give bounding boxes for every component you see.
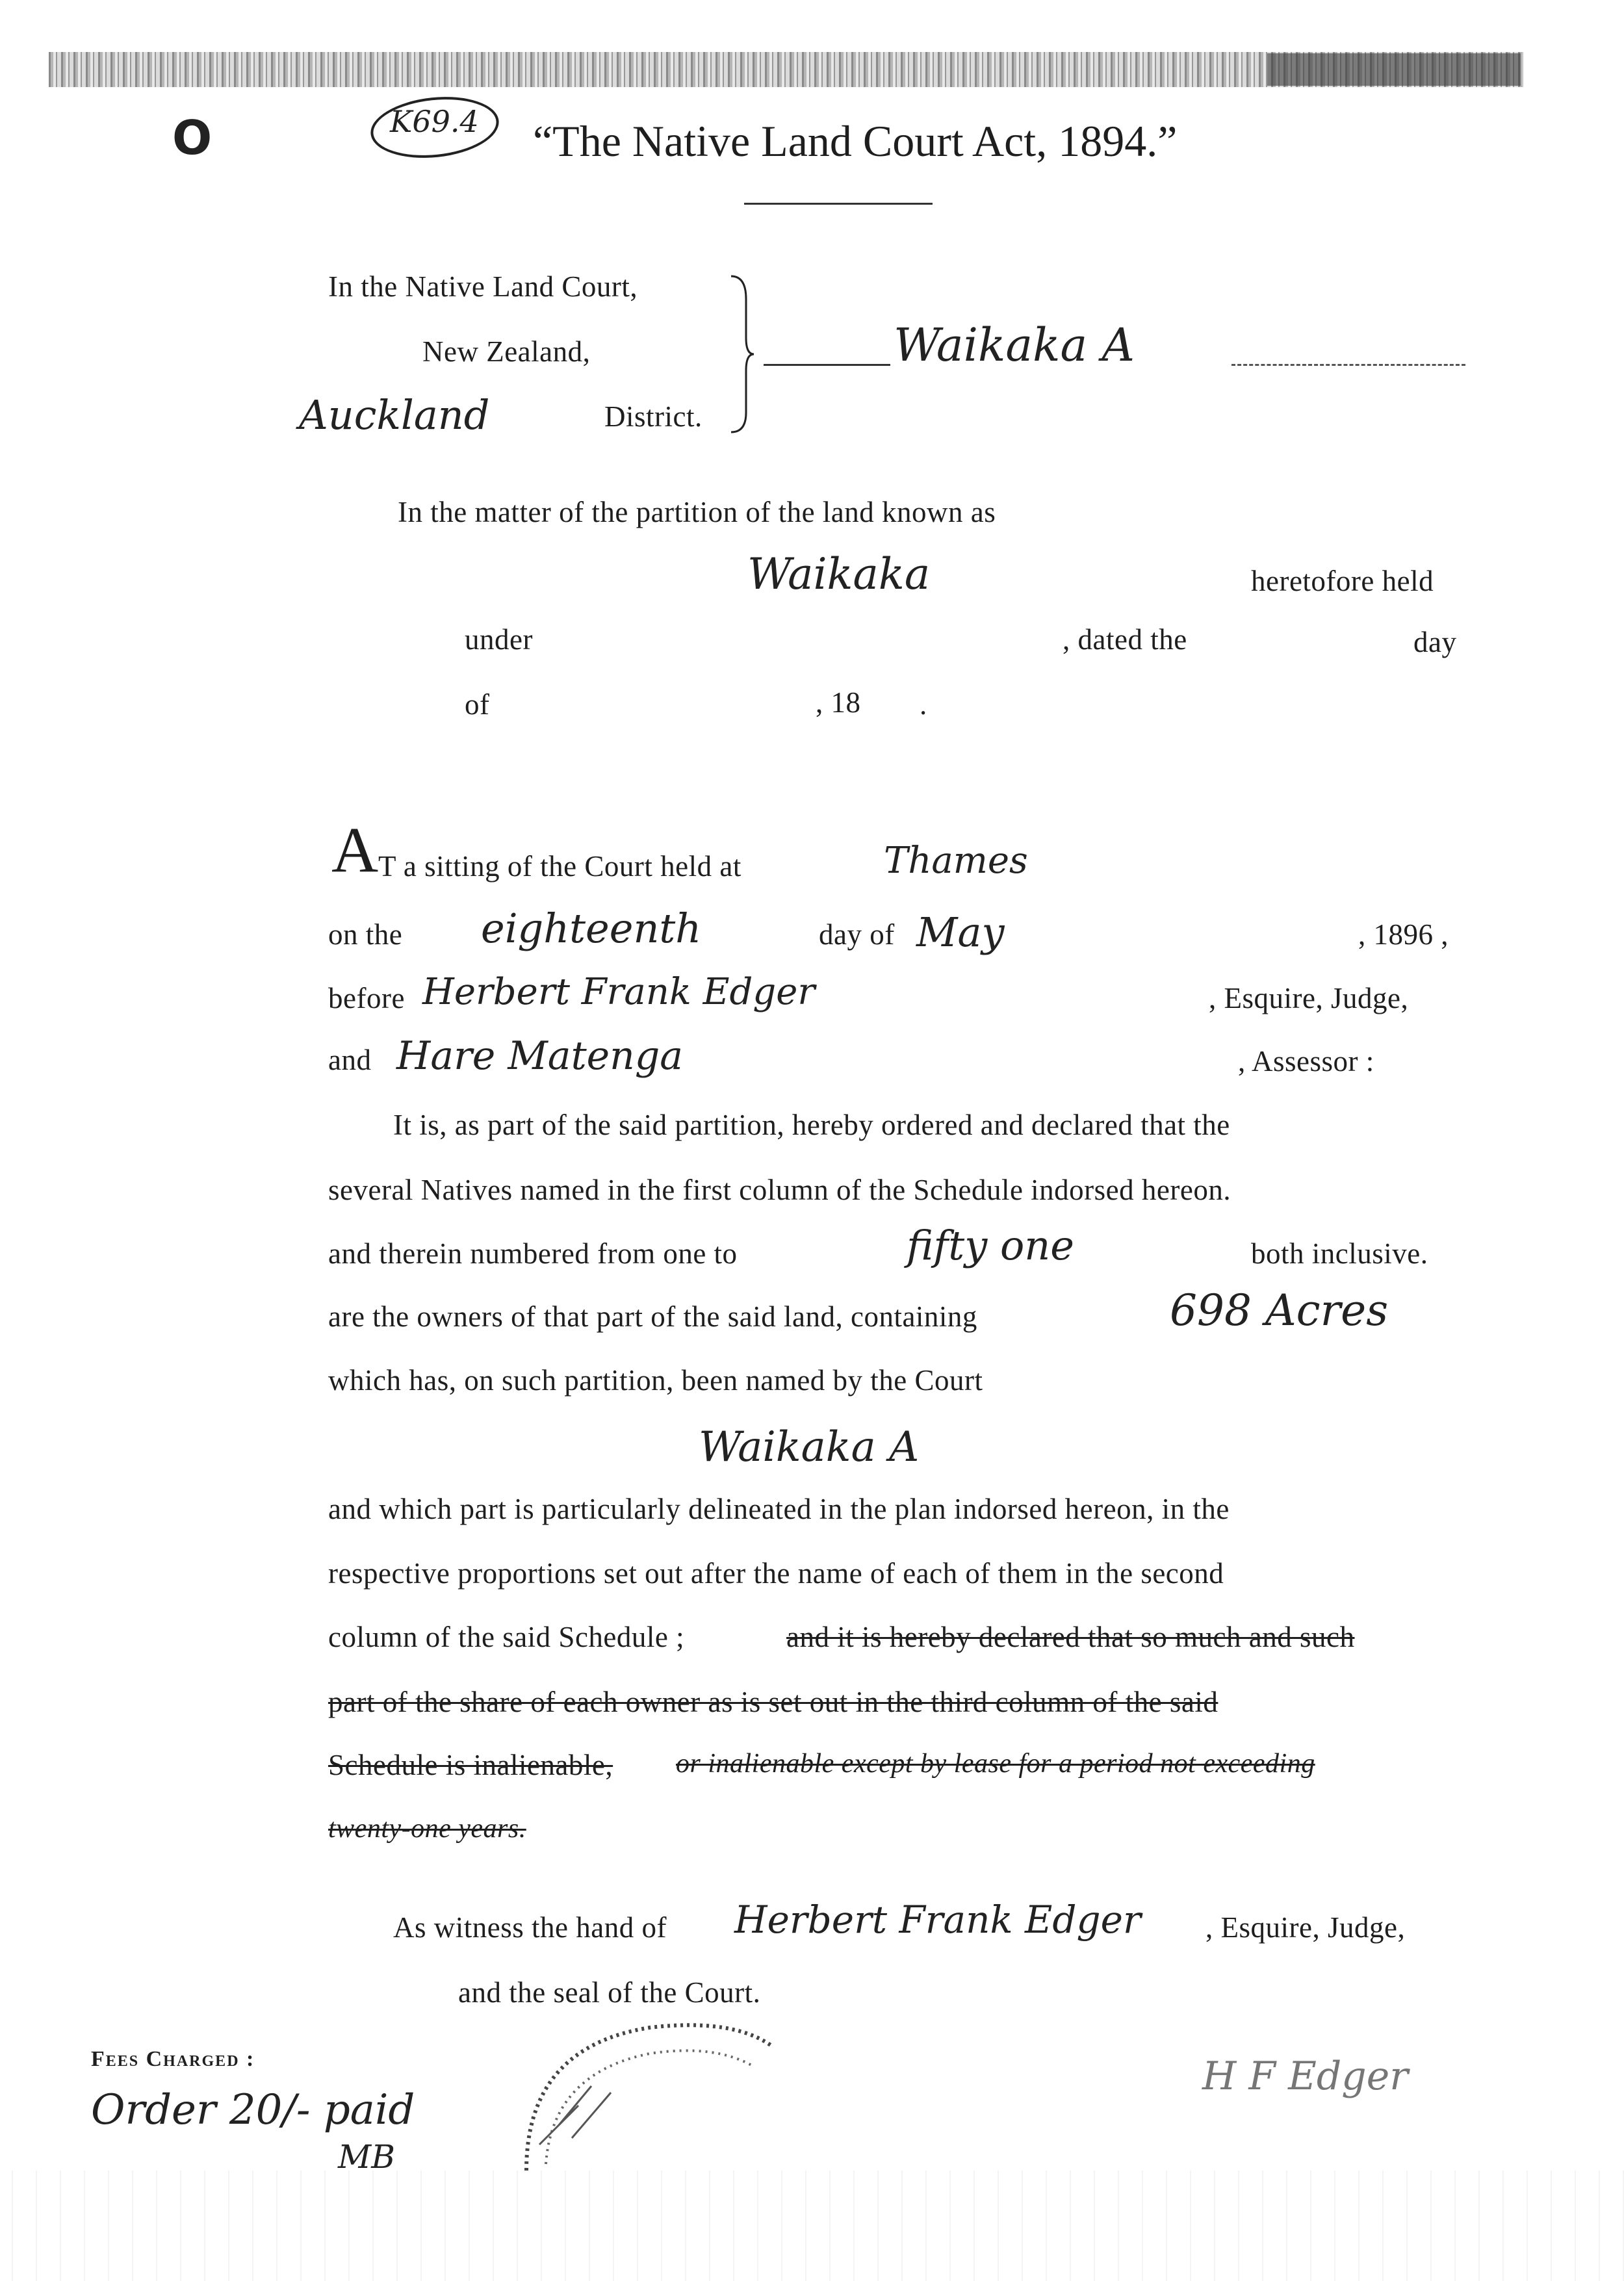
district-name: Auckland [299, 391, 490, 439]
sitting-lead: T a sitting of the Court held at [378, 850, 741, 883]
order-line-2: several Natives named in the first column of the Schedule indorsed hereon. [328, 1174, 1231, 1206]
and-label: and [328, 1044, 372, 1076]
witness-lead: As witness the hand of [393, 1911, 667, 1944]
day-label: day [1413, 626, 1457, 658]
witness-esquire-judge: , Esquire, Judge, [1205, 1911, 1406, 1944]
fees-initials: MB [338, 2138, 395, 2176]
court-line-1: In the Native Land Court, [328, 270, 638, 303]
before-label: before [328, 982, 405, 1014]
fees-note: Order 20/- paid [91, 2086, 415, 2134]
on-the-label: on the [328, 918, 403, 951]
sitting-day: eighteenth [481, 905, 702, 952]
title-rule [744, 203, 933, 205]
court-seal [500, 2008, 799, 2177]
sitting-year: , 1896 , [1358, 918, 1449, 951]
matter-intro: In the matter of the partition of the land known as [398, 496, 996, 528]
scan-noise-bottom [0, 2171, 1624, 2281]
day-of-label: day of [819, 918, 895, 951]
order-line-9-struck: part of the share of each owner as is set out in the third column of the said [328, 1686, 1218, 1718]
order-line-3b: both inclusive. [1251, 1237, 1428, 1270]
order-line-6: and which part is particularly delineated in the plan indorsed hereon, in the [328, 1493, 1230, 1525]
scan-noise-edge [1267, 53, 1521, 86]
land-name: Waikaka [747, 549, 931, 599]
block-name: Waikaka A [894, 318, 1135, 372]
order-line-10-struck-italic: or inalienable except by lease for a period not exceeding [676, 1749, 1315, 1779]
assessor-label: , Assessor : [1238, 1045, 1374, 1077]
fees-label: Fees Charged : [91, 2047, 255, 2071]
order-line-10-struck: Schedule is inalienable, [328, 1749, 613, 1781]
esquire-judge-label: , Esquire, Judge, [1209, 982, 1409, 1014]
folio-mark: O [172, 110, 213, 165]
witness-judge-name: Herbert Frank Edger [734, 1898, 1141, 1942]
district-label: District. [604, 400, 702, 433]
named-block: Waikaka A [699, 1423, 920, 1471]
block-name-rule-left [764, 364, 890, 366]
court-brace [728, 273, 754, 435]
order-line-8a: column of the said Schedule ; [328, 1621, 685, 1653]
under-label: under [465, 623, 533, 656]
court-line-2: New Zealand, [422, 335, 591, 368]
order-line-4: are the owners of that part of the said land, containing [328, 1300, 977, 1333]
sitting-month: May [916, 909, 1005, 956]
judge-name: Herbert Frank Edger [422, 971, 816, 1013]
order-line-5: which has, on such partition, been named by the Court [328, 1364, 983, 1397]
year-prefix: , 18 [816, 686, 861, 719]
page-title: “The Native Land Court Act, 1894.” [533, 116, 1178, 166]
order-line-1: It is, as part of the said partition, hereby ordered and declared that the [393, 1109, 1230, 1141]
order-line-3a: and therein numbered from one to [328, 1237, 738, 1270]
year-period: . [920, 688, 927, 721]
assessor-name: Hare Matenga [396, 1033, 684, 1079]
dated-the-label: , dated the [1063, 623, 1187, 656]
owner-count: fifty one [907, 1222, 1074, 1269]
order-line-8-struck: and it is hereby declared that so much and such [786, 1621, 1355, 1653]
block-name-rule-right [1231, 364, 1465, 366]
seal-line: and the seal of the Court. [458, 1976, 761, 2009]
heretofore-held: heretofore held [1251, 565, 1434, 597]
judge-signature: H F Edger [1202, 2054, 1408, 2099]
land-area: 698 Acres [1170, 1285, 1389, 1335]
order-line-11-struck-italic: twenty-one years. [328, 1814, 526, 1844]
order-line-7: respective proportions set out after the name of each of them in the second [328, 1557, 1224, 1590]
of-label: of [465, 688, 490, 721]
drop-cap: A [331, 814, 379, 886]
reference-number: K69.4 [390, 104, 479, 139]
sitting-place: Thames [884, 840, 1028, 882]
